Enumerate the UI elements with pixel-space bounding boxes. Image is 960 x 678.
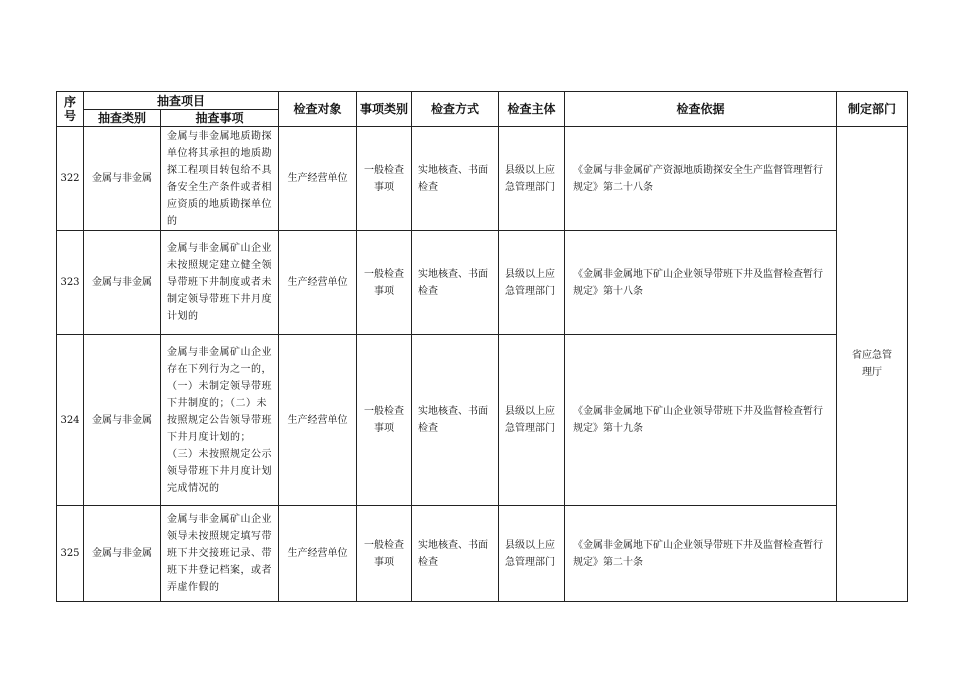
dept-cell: 省应急管理厅 xyxy=(837,127,908,602)
row-seq: 322 xyxy=(57,127,84,231)
row-method: 实地核查、书面检查 xyxy=(412,231,499,335)
table-row xyxy=(57,335,908,506)
row-seq: 324 xyxy=(57,335,84,506)
inspection-table xyxy=(56,91,908,602)
header-item-group: 抽查项目 xyxy=(84,92,279,110)
row-type: 一般检查事项 xyxy=(357,127,412,231)
row-method: 实地核查、书面检查 xyxy=(412,127,499,231)
header-matter-type: 事项类别 xyxy=(357,92,412,127)
table-row xyxy=(57,231,908,335)
header-basis: 检查依据 xyxy=(565,92,837,127)
row-method: 实地核查、书面检查 xyxy=(412,335,499,506)
row-target: 生产经营单位 xyxy=(279,127,357,231)
row-category: 金属与非金属 xyxy=(84,231,161,335)
row-target: 生产经营单位 xyxy=(279,335,357,506)
row-target: 生产经营单位 xyxy=(279,231,357,335)
row-method: 实地核查、书面检查 xyxy=(412,506,499,602)
row-subject: 县级以上应急管理部门 xyxy=(499,506,565,602)
row-matter: 金属与非金属矿山企业存在下列行为之一的，（一）未制定领导带班下井制度的；（二）未按照规定公告领导带班下井月度计划的；（三）未按照规定公示领导带班下井月度计划完成情况的 xyxy=(161,335,279,506)
header-category: 抽查类别 xyxy=(84,110,161,127)
row-type: 一般检查事项 xyxy=(357,506,412,602)
row-matter: 金属与非金属矿山企业领导未按照规定填写带班下井交接班记录、带班下井登记档案，或者弄虚作假的 xyxy=(161,506,279,602)
row-basis: 《金属与非金属矿产资源地质勘探安全生产监督管理暂行规定》第二十八条 xyxy=(565,127,837,231)
row-category: 金属与非金属 xyxy=(84,506,161,602)
row-type: 一般检查事项 xyxy=(357,335,412,506)
row-subject: 县级以上应急管理部门 xyxy=(499,127,565,231)
row-subject: 县级以上应急管理部门 xyxy=(499,231,565,335)
header-seq: 序号 xyxy=(57,92,84,127)
row-seq: 323 xyxy=(57,231,84,335)
header-dept: 制定部门 xyxy=(837,92,908,127)
header-matter: 抽查事项 xyxy=(161,110,279,127)
header-target: 检查对象 xyxy=(279,92,357,127)
row-target: 生产经营单位 xyxy=(279,506,357,602)
row-category: 金属与非金属 xyxy=(84,127,161,231)
table-row xyxy=(57,127,908,231)
table-row xyxy=(57,506,908,602)
header-method: 检查方式 xyxy=(412,92,499,127)
row-matter: 金属与非金属地质勘探单位将其承担的地质勘探工程项目转包给不具备安全生产条件或者相应资质的地质勘探单位的 xyxy=(161,127,279,231)
header-subject: 检查主体 xyxy=(499,92,565,127)
row-type: 一般检查事项 xyxy=(357,231,412,335)
row-matter: 金属与非金属矿山企业未按照规定建立健全领导带班下井制度或者未制定领导带班下井月度计划的 xyxy=(161,231,279,335)
row-seq: 325 xyxy=(57,506,84,602)
row-category: 金属与非金属 xyxy=(84,335,161,506)
row-basis: 《金属非金属地下矿山企业领导带班下井及监督检查暂行规定》第十九条 xyxy=(565,335,837,506)
row-basis: 《金属非金属地下矿山企业领导带班下井及监督检查暂行规定》第二十条 xyxy=(565,506,837,602)
row-subject: 县级以上应急管理部门 xyxy=(499,335,565,506)
row-basis: 《金属非金属地下矿山企业领导带班下井及监督检查暂行规定》第十八条 xyxy=(565,231,837,335)
